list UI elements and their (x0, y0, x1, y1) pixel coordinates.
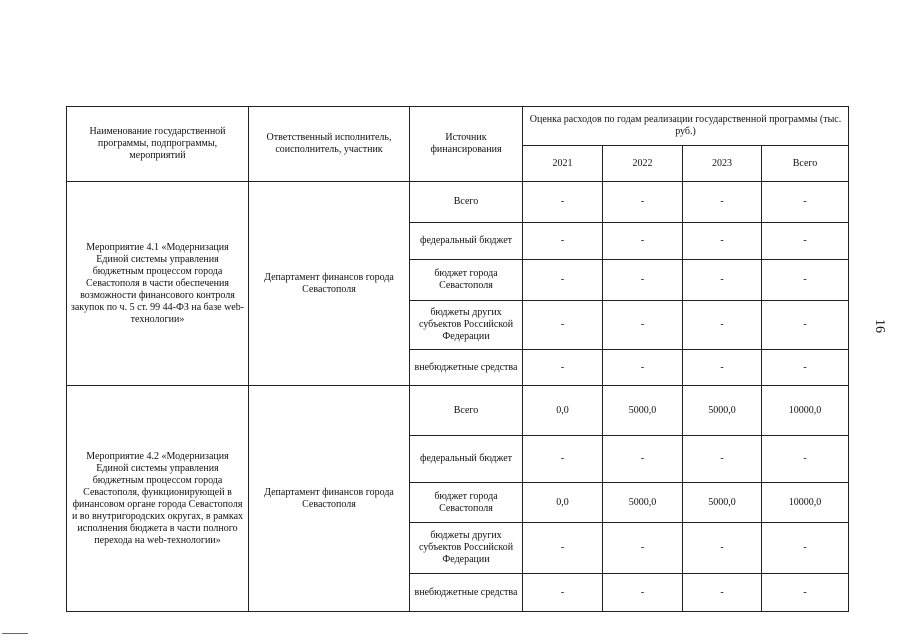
value-2022: - (603, 301, 683, 350)
value-total: - (762, 301, 849, 350)
value-2022: - (603, 182, 683, 223)
table-row (67, 182, 849, 223)
value-2021: 0,0 (523, 386, 603, 436)
value-2021: 0,0 (523, 483, 603, 523)
header-name: Наименование государственной программы, подпрограммы, мероприятий (67, 107, 249, 182)
value-2022: - (603, 574, 683, 612)
value-2023: - (683, 523, 762, 574)
budget-table (66, 106, 849, 612)
value-2021: - (523, 350, 603, 386)
value-2022: - (603, 223, 683, 260)
header-row (67, 107, 849, 146)
header-total: Всего (762, 146, 849, 182)
value-2023: - (683, 350, 762, 386)
header-executor: Ответственный исполнитель, соисполнитель, участник (249, 107, 410, 182)
header-year-2022: 2022 (603, 146, 683, 182)
value-2022: 5000,0 (603, 386, 683, 436)
value-2023: - (683, 436, 762, 483)
measure-name: Мероприятие 4.1 «Модернизация Единой системы управления бюджетным процессом города Севастополя в части обеспечения возможности финансового контроля закупок по ч. 5 ст. 99 44-ФЗ на базе web-технологии» (67, 182, 249, 386)
scan-mark (2, 633, 28, 634)
header-source: Источник финансирования (410, 107, 523, 182)
value-total: - (762, 350, 849, 386)
funding-source: федеральный бюджет (410, 223, 523, 260)
measure-name: Мероприятие 4.2 «Модернизация Единой системы управления бюджетным процессом города Севастополя, функционирующей в финансовом органе города Севастополя и во внутригородских округах, в рамках исполнения бюджета в части полного перехода на web-технологии» (67, 386, 249, 612)
value-total: 10000,0 (762, 483, 849, 523)
funding-source: федеральный бюджет (410, 436, 523, 483)
value-2022: - (603, 436, 683, 483)
header-year-2023: 2023 (683, 146, 762, 182)
value-2022: - (603, 523, 683, 574)
value-2022: 5000,0 (603, 483, 683, 523)
value-2021: - (523, 182, 603, 223)
funding-source: Всего (410, 182, 523, 223)
value-total: 10000,0 (762, 386, 849, 436)
value-total: - (762, 223, 849, 260)
value-2023: - (683, 223, 762, 260)
value-2021: - (523, 436, 603, 483)
value-total: - (762, 436, 849, 483)
value-2023: - (683, 182, 762, 223)
value-total: - (762, 523, 849, 574)
table-row (67, 386, 849, 436)
funding-source: внебюджетные средства (410, 574, 523, 612)
page-number: 16 (872, 319, 887, 333)
funding-source: бюджет города Севастополя (410, 260, 523, 301)
value-2023: - (683, 260, 762, 301)
funding-source: бюджет города Севастополя (410, 483, 523, 523)
value-2021: - (523, 260, 603, 301)
funding-source: Всего (410, 386, 523, 436)
measure-executor: Департамент финансов города Севастополя (249, 386, 410, 612)
value-2022: - (603, 350, 683, 386)
header-year-2021: 2021 (523, 146, 603, 182)
value-2021: - (523, 301, 603, 350)
value-total: - (762, 574, 849, 612)
value-2021: - (523, 574, 603, 612)
value-2023: - (683, 574, 762, 612)
value-2022: - (603, 260, 683, 301)
funding-source: бюджеты других субъектов Российской Федерации (410, 523, 523, 574)
value-2021: - (523, 523, 603, 574)
value-2023: 5000,0 (683, 386, 762, 436)
funding-source: внебюджетные средства (410, 350, 523, 386)
value-2023: - (683, 301, 762, 350)
value-2021: - (523, 223, 603, 260)
header-estimate: Оценка расходов по годам реализации государственной программы (тыс. руб.) (523, 107, 849, 146)
value-total: - (762, 260, 849, 301)
funding-source: бюджеты других субъектов Российской Федерации (410, 301, 523, 350)
measure-executor: Департамент финансов города Севастополя (249, 182, 410, 386)
value-2023: 5000,0 (683, 483, 762, 523)
value-total: - (762, 182, 849, 223)
